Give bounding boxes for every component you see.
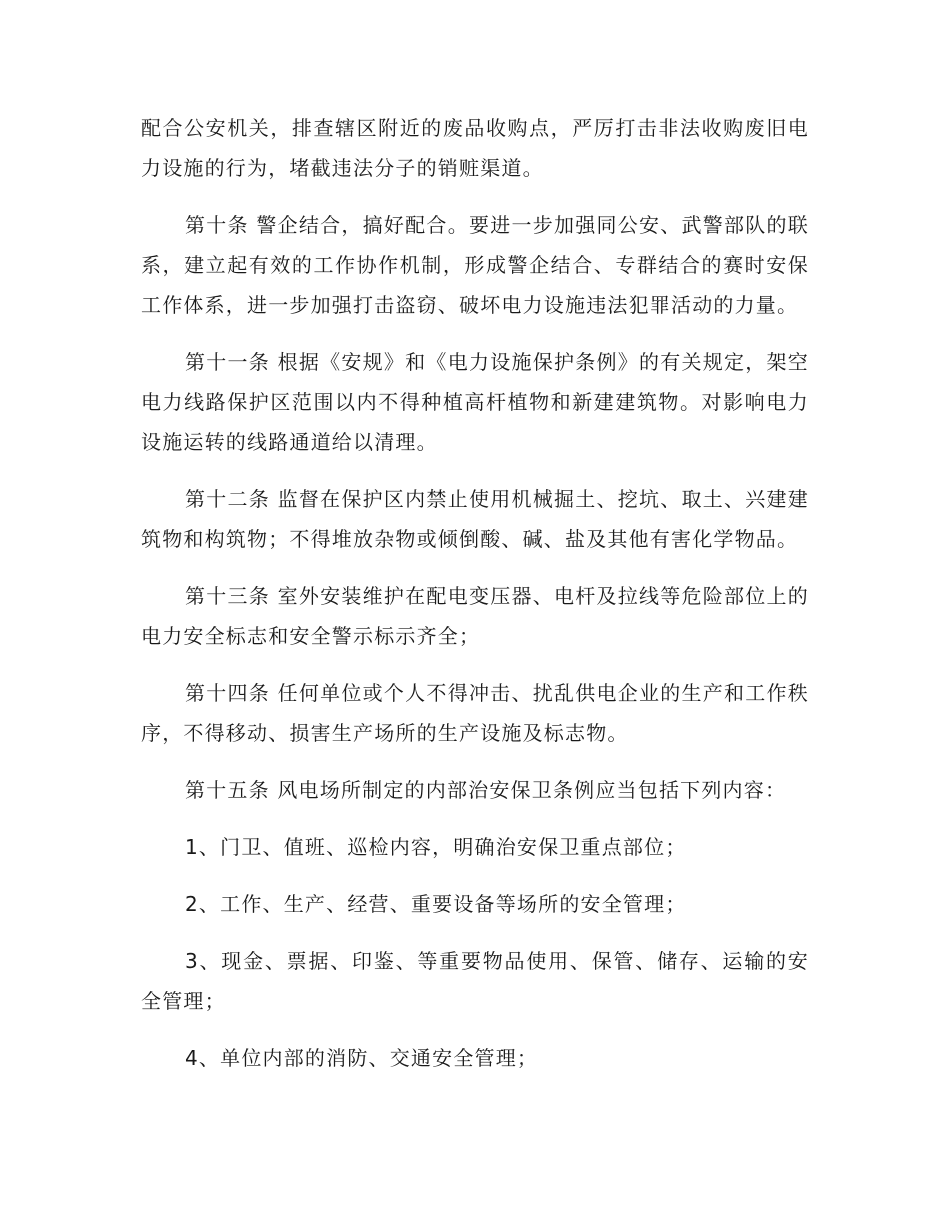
paragraph-continuation: 配合公安机关，排查辖区附近的废品收购点，严厉打击非法收购废旧电力设施的行为，堵截违法分子的销赃渠道。 <box>141 116 809 180</box>
article-13-paragraph: 第十三条 室外安装维护在配电变压器、电杆及拉线等危险部位上的电力安全标志和安全警示标示齐全； <box>141 584 809 648</box>
list-item-2: 2、工作、生产、经营、重要设备等场所的安全管理； <box>185 892 687 916</box>
document-page <box>141 108 809 1095</box>
article-12-paragraph: 第十二条 监督在保护区内禁止使用机械掘土、挖坑、取土、兴建建筑物和构筑物；不得堆放杂物或倾倒酸、碱、盐及其他有害化学物品。 <box>141 487 809 551</box>
article-10-paragraph: 第十条 警企结合，搞好配合。要进一步加强同公安、武警部队的联系，建立起有效的工作协作机制，形成警企结合、专群结合的赛时安保工作体系，进一步加强打击盗窃、破坏电力设施违法犯罪活动的力量。 <box>141 213 809 317</box>
article-15-paragraph: 第十五条 风电场所制定的内部治安保卫条例应当包括下列内容： <box>185 778 787 802</box>
article-11-paragraph: 第十一条 根据《安规》和《电力设施保护条例》的有关规定，架空电力线路保护区范围以内不得种植高杆植物和新建建筑物。对影响电力设施运转的线路通道给以清理。 <box>141 350 809 454</box>
list-item-4: 4、单位内部的消防、交通安全管理； <box>185 1046 539 1070</box>
article-14-paragraph: 第十四条 任何单位或个人不得冲击、扰乱供电企业的生产和工作秩序，不得移动、损害生产场所的生产设施及标志物。 <box>141 681 809 745</box>
list-item-1: 1、门卫、值班、巡检内容，明确治安保卫重点部位； <box>185 835 687 859</box>
list-item-3: 3、现金、票据、印鉴、等重要物品使用、保管、储存、运输的安全管理； <box>141 949 809 1013</box>
